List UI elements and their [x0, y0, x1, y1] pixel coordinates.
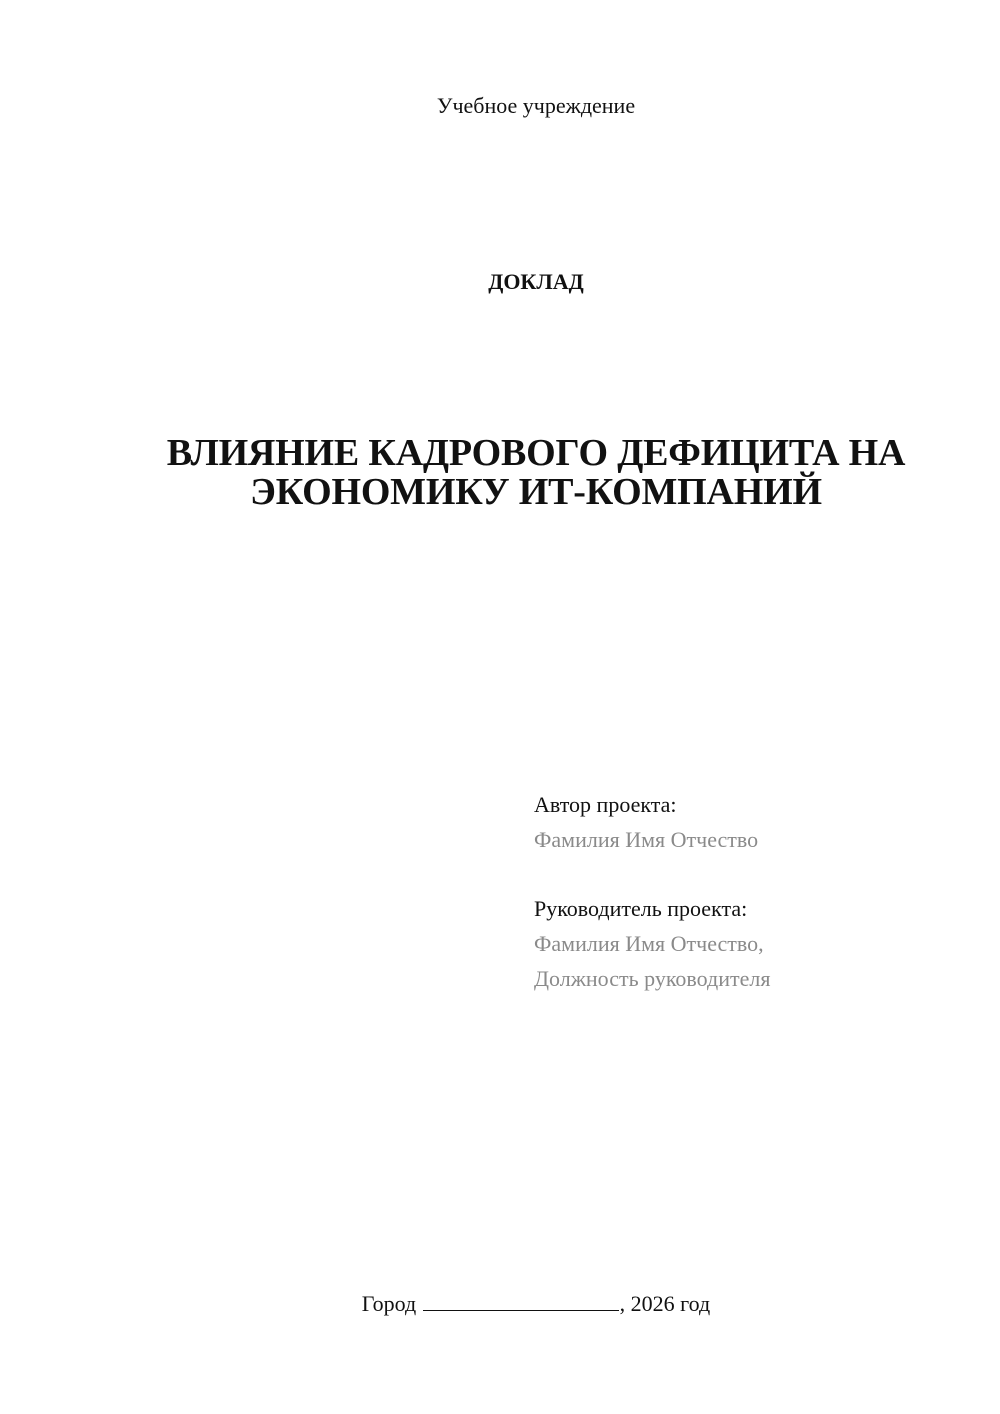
supervisor-label: Руководитель проекта: [534, 896, 748, 921]
author-name-placeholder: Фамилия Имя Отчество [534, 827, 759, 852]
supervisor-position-placeholder: Должность руководителя [534, 966, 771, 991]
report-title-line-2: ЭКОНОМИКУ ИТ-КОМПАНИЙ [250, 471, 822, 513]
author-label: Автор проекта: [534, 792, 677, 817]
credits-spacer [534, 857, 770, 891]
report-title [0, 434, 1000, 512]
city-label: Город [361, 1291, 417, 1316]
document-type: ДОКЛАД [488, 269, 584, 294]
credits-block [534, 787, 770, 996]
city-blank-line [423, 1290, 619, 1311]
year-text: , 2026 год [619, 1291, 711, 1316]
institution-name: Учебное учреждение [436, 93, 636, 118]
supervisor-name-placeholder: Фамилия Имя Отчество, [534, 931, 764, 956]
report-title-line-1: ВЛИЯНИЕ КАДРОВОГО ДЕФИЦИТА НА [166, 432, 906, 474]
city-year-line [0, 1290, 1000, 1318]
